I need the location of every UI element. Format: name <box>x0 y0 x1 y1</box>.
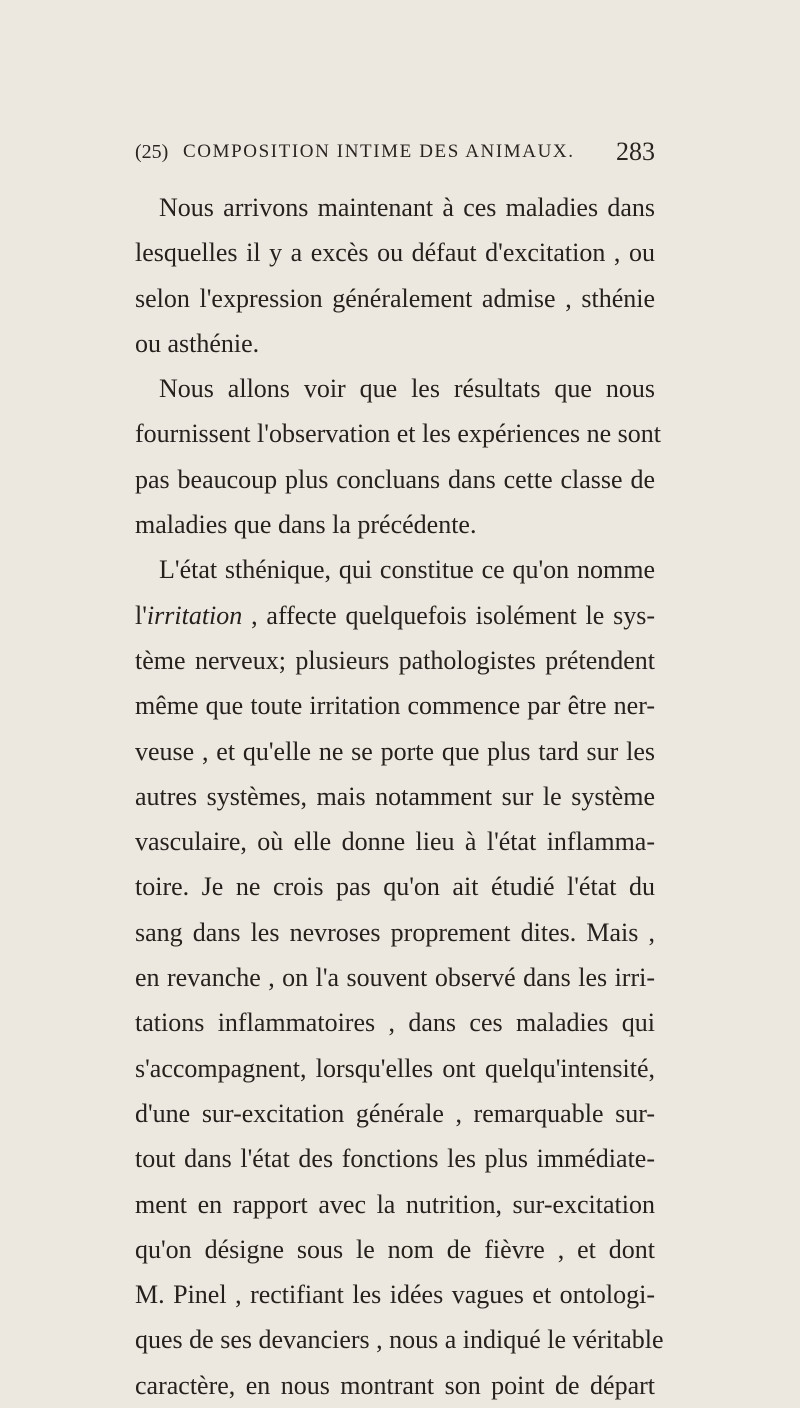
text-line: tème nerveux; plusieurs pathologistes prétendent <box>135 645 655 675</box>
text-line: tout dans l'état des fonctions les plus immédiate- <box>135 1144 655 1174</box>
text-line: l'irritation , affecte quelquefois isolément le sys- <box>135 600 655 630</box>
text-line: Nous allons voir que les résultats que nous <box>159 374 655 404</box>
text-line: ques de ses devanciers , nous a indiqué le véritable <box>135 1325 664 1355</box>
text-line: Nous arrivons maintenant à ces maladies dans <box>159 193 655 222</box>
text-line: autres systèmes, mais notamment sur le système <box>135 781 655 811</box>
page-header <box>135 137 655 177</box>
text-line: ou asthénie. <box>135 328 260 358</box>
page-number: 283 <box>616 137 655 166</box>
body-text <box>135 185 664 1408</box>
text-line: qu'on désigne sous le nom de fièvre , et dont <box>135 1234 655 1264</box>
text-line: vasculaire, où elle donne lieu à l'état inflamma- <box>135 827 655 857</box>
text-line: veuse , et qu'elle ne se porte que plus tard sur les <box>135 736 655 766</box>
text-line: s'accompagnent, lorsqu'elles ont quelqu'intensité, <box>135 1053 655 1083</box>
text-line: même que toute irritation commence par être ner- <box>135 691 655 721</box>
text-line: lesquelles il y a excès ou défaut d'excitation , ou <box>135 238 655 268</box>
text-line: sang dans les nevroses proprement dites. Mais , <box>135 917 655 947</box>
text-line: tations inflammatoires , dans ces maladies qui <box>135 1008 655 1038</box>
italic-term: irritation <box>146 600 243 630</box>
text-line: L'état sthénique, qui constitue ce qu'on nomme <box>159 555 655 585</box>
text-line: M. Pinel , rectifiant les idées vagues et ontologi- <box>135 1280 655 1310</box>
text-line: ment en rapport avec la nutrition, sur-excitation <box>135 1189 655 1219</box>
text-line: fournissent l'observation et les expériences ne sont <box>135 419 661 449</box>
text-line: caractère, en nous montrant son point de départ <box>135 1370 655 1400</box>
running-title: COMPOSITION INTIME DES ANIMAUX. <box>183 141 575 162</box>
text-line: selon l'expression généralement admise , sthénie <box>135 283 655 313</box>
text-line: maladies que dans la précédente. <box>135 510 477 540</box>
text-line: pas beaucoup plus concluans dans cette classe de <box>135 464 655 494</box>
text-line: d'une sur-excitation générale , remarquable sur- <box>135 1098 655 1128</box>
text-line: toire. Je ne crois pas qu'on ait étudié l'état du <box>135 872 655 902</box>
text-line: en revanche , on l'a souvent observé dans les irri- <box>135 963 655 993</box>
signature-mark: (25) <box>135 141 169 163</box>
